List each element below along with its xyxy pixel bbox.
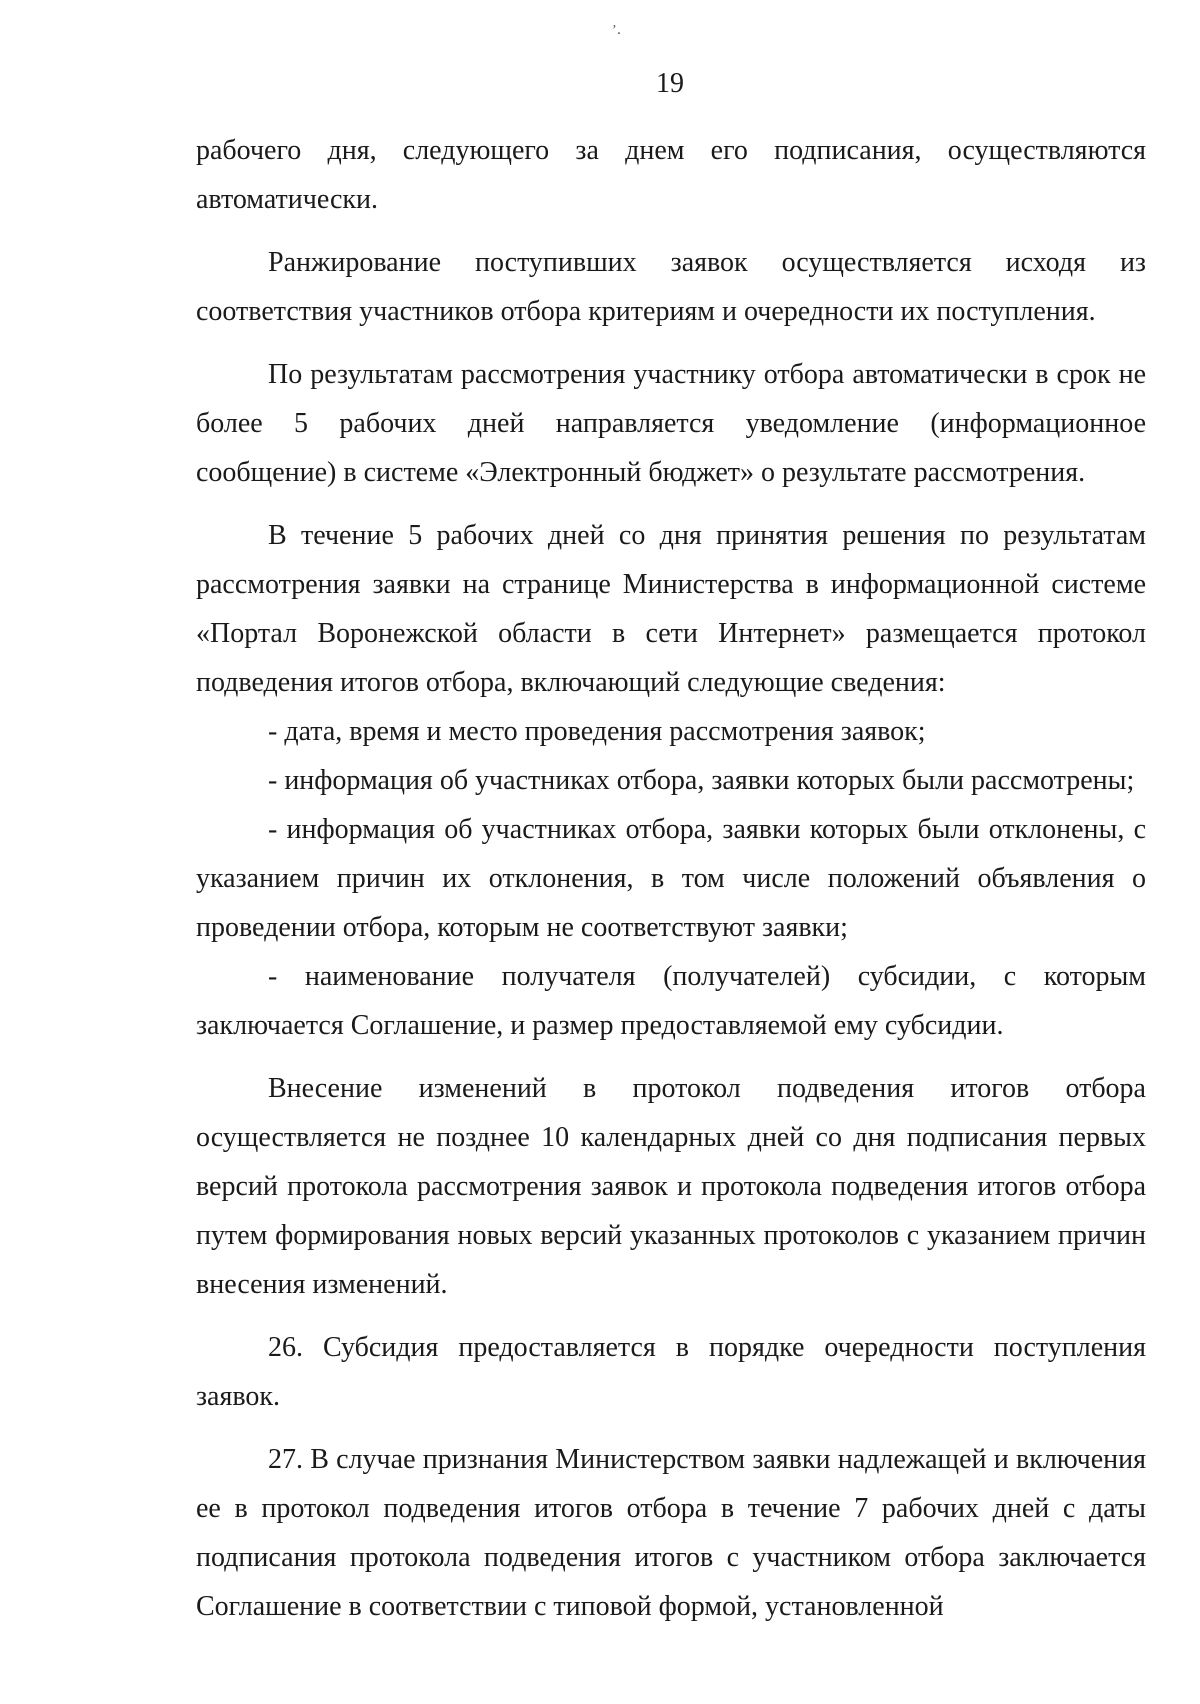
- paragraph-protocol-publication: В течение 5 рабочих дней со дня принятия решения по результатам рассмотрения заявки на странице Министерства в информационной системе «Портал Воронежской области в сети Интернет» размещается протокол подведения итогов отбора, включающий следующие сведения:: [196, 520, 1146, 698]
- clause-26: 26. Субсидия предоставляется в порядке очередности поступления заявок.: [196, 1332, 1146, 1412]
- paragraph-ranking: Ранжирование поступивших заявок осуществляется исходя из соответствия участников отбора критериям и очередности их поступления.: [196, 247, 1146, 327]
- paragraph-protocol-amendments: Внесение изменений в протокол подведения итогов отбора осуществляется не позднее 10 календарных дней со дня подписания первых версий протокола рассмотрения заявок и протокола подведения итогов отбора путем формирования новых версий указанных протоколов с указанием причин внесения изменений.: [196, 1073, 1146, 1300]
- list-item-recipient-name: - наименование получателя (получателей) субсидии, с которым заключается Соглашение, и размер предоставляемой ему субсидии.: [196, 961, 1146, 1041]
- paragraph-review-results: По результатам рассмотрения участнику отбора автоматически в срок не более 5 рабочих дней направляется уведомление (информационное сообщение) в системе «Электронный бюджет» о результате рассмотрения.: [196, 359, 1146, 488]
- list-item-reviewed-participants: - информация об участниках отбора, заявки которых были рассмотрены;: [268, 765, 1135, 796]
- document-body: [196, 126, 1146, 1631]
- scan-artifact-mark: ʼ․: [612, 23, 622, 38]
- paragraph-continuation: рабочего дня, следующего за днем его подписания, осуществляются автоматически.: [196, 135, 1146, 215]
- list-item-date-time-place: - дата, время и место проведения рассмотрения заявок;: [268, 716, 926, 747]
- list-item-rejected-participants: - информация об участниках отбора, заявки которых были отклонены, с указанием причин их отклонения, в том числе положений объявления о проведении отбора, которым не соответствуют заявки;: [196, 814, 1146, 943]
- page-number: 19: [656, 68, 684, 99]
- clause-27: 27. В случае признания Министерством заявки надлежащей и включения ее в протокол подведения итогов отбора в течение 7 рабочих дней с даты подписания протокола подведения итогов с участником отбора заключается Соглашение в соответствии с типовой формой, установленной: [196, 1444, 1146, 1622]
